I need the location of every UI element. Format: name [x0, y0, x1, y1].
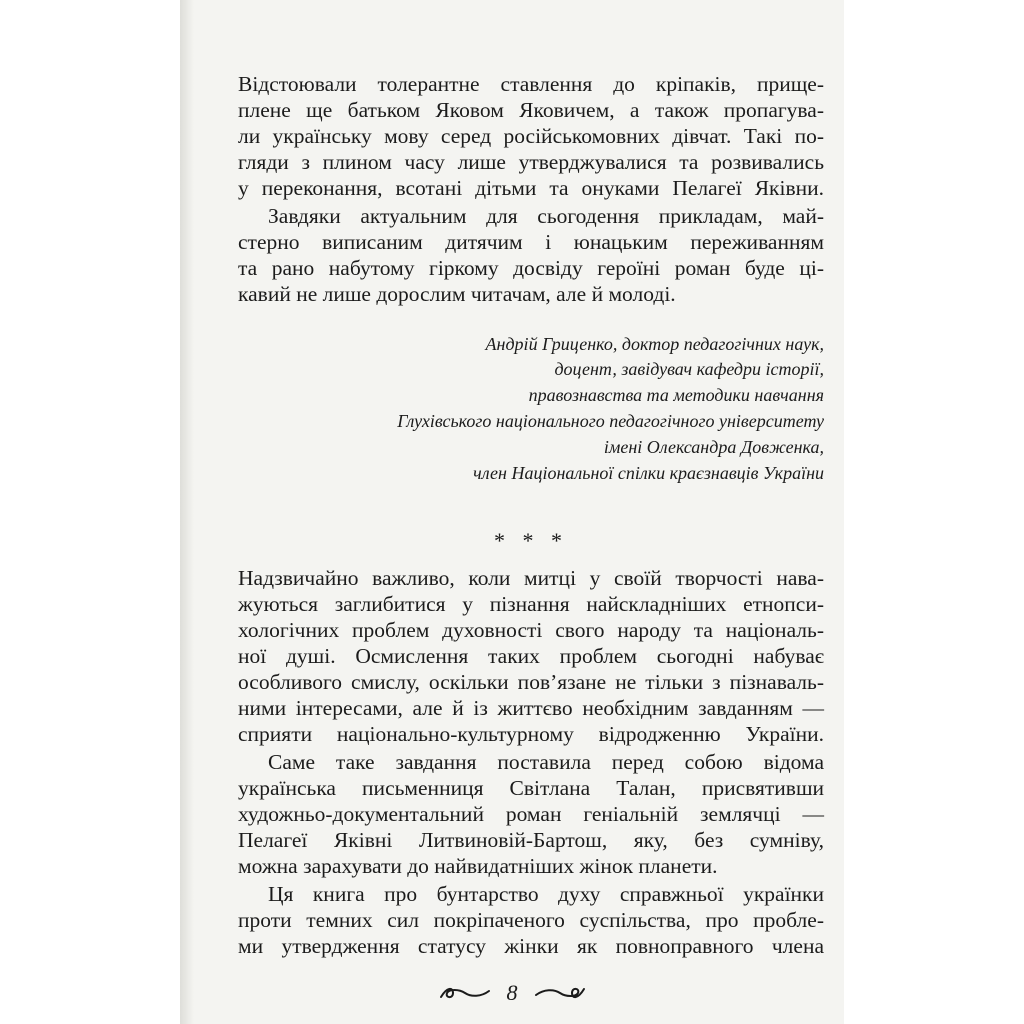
text-line: Пелагеї Яківні Литвиновій-Бартош, яку, без сумніву,	[238, 828, 824, 852]
binding-shadow	[180, 0, 194, 1024]
text-line: ної душі. Осмислення таких проблем сьогодні набуває	[238, 644, 824, 668]
signature-line: Андрій Гриценко, доктор педагогічних наук,	[485, 334, 824, 354]
text-line: ли українську мову серед російськомовних дівчат. Такі по-	[238, 124, 824, 148]
section-separator: * * *	[494, 528, 568, 553]
left-flourish-icon	[439, 985, 491, 1001]
text-line: ми утвердження статусу жінки як повноправного члена	[238, 934, 824, 958]
book-page	[180, 0, 844, 1024]
text-line: стерно виписаним дитячим і юнацьким переживанням	[238, 230, 824, 254]
signature-line: доцент, завідувач кафедри історії,	[554, 359, 824, 379]
text-line: Відстоювали толерантне ставлення до кріпаків, прище-	[238, 72, 824, 96]
text-line: та рано набутому гіркому досвіду героїні роман буде ці-	[238, 256, 824, 280]
text-line: Ця книга про бунтарство духу справжньої українки	[268, 882, 824, 906]
text-line: можна зарахувати до найвидатніших жінок планети.	[238, 854, 718, 878]
text-line: плене ще батьком Яковом Яковичем, а також пропагува-	[238, 98, 824, 122]
text-line: проти темних сил покріпаченого суспільства, про пробле-	[238, 908, 824, 932]
text-line: у переконання, всотані дітьми та онуками Пелагеї Яківни.	[238, 176, 824, 200]
signature-line: правознавства та методики навчання	[528, 385, 824, 405]
signature-line: Глухівського національного педагогічного університету	[397, 411, 824, 431]
text-line: ними інтересами, але й із життєво необхідним завданням —	[238, 696, 824, 720]
text-line: кавий не лише дорослим читачам, але й молоді.	[238, 282, 676, 306]
text-line: особливого смислу, оскільки пов’язане не тільки з пізнаваль-	[238, 670, 824, 694]
text-line: гляди з плином часу лише утверджувалися та розвивались	[238, 150, 824, 174]
text-line: жуються заглибитися у пізнання найскладніших етнопси-	[238, 592, 824, 616]
page-number: 8	[506, 980, 518, 1005]
text-line: Надзвичайно важливо, коли митці у своїй творчості нава-	[238, 566, 824, 590]
signature-line: імені Олександра Довженка,	[603, 437, 824, 457]
page-footer	[180, 980, 844, 1010]
text-line: Саме таке завдання поставила перед собою відома	[268, 750, 824, 774]
signature-line: член Національної спілки краєзнавців України	[473, 463, 824, 483]
text-line: хологічних проблем духовності свого народу та національ-	[238, 618, 824, 642]
text-line: художньо-документальний роман геніальній землячці —	[238, 802, 824, 826]
text-line: Завдяки актуальним для сьогодення прикладам, май-	[268, 204, 824, 228]
right-flourish-icon	[534, 985, 586, 1001]
text-line: сприяти національно-культурному відродженню України.	[238, 722, 824, 746]
text-line: українська письменниця Світлана Талан, присвятивши	[238, 776, 824, 800]
